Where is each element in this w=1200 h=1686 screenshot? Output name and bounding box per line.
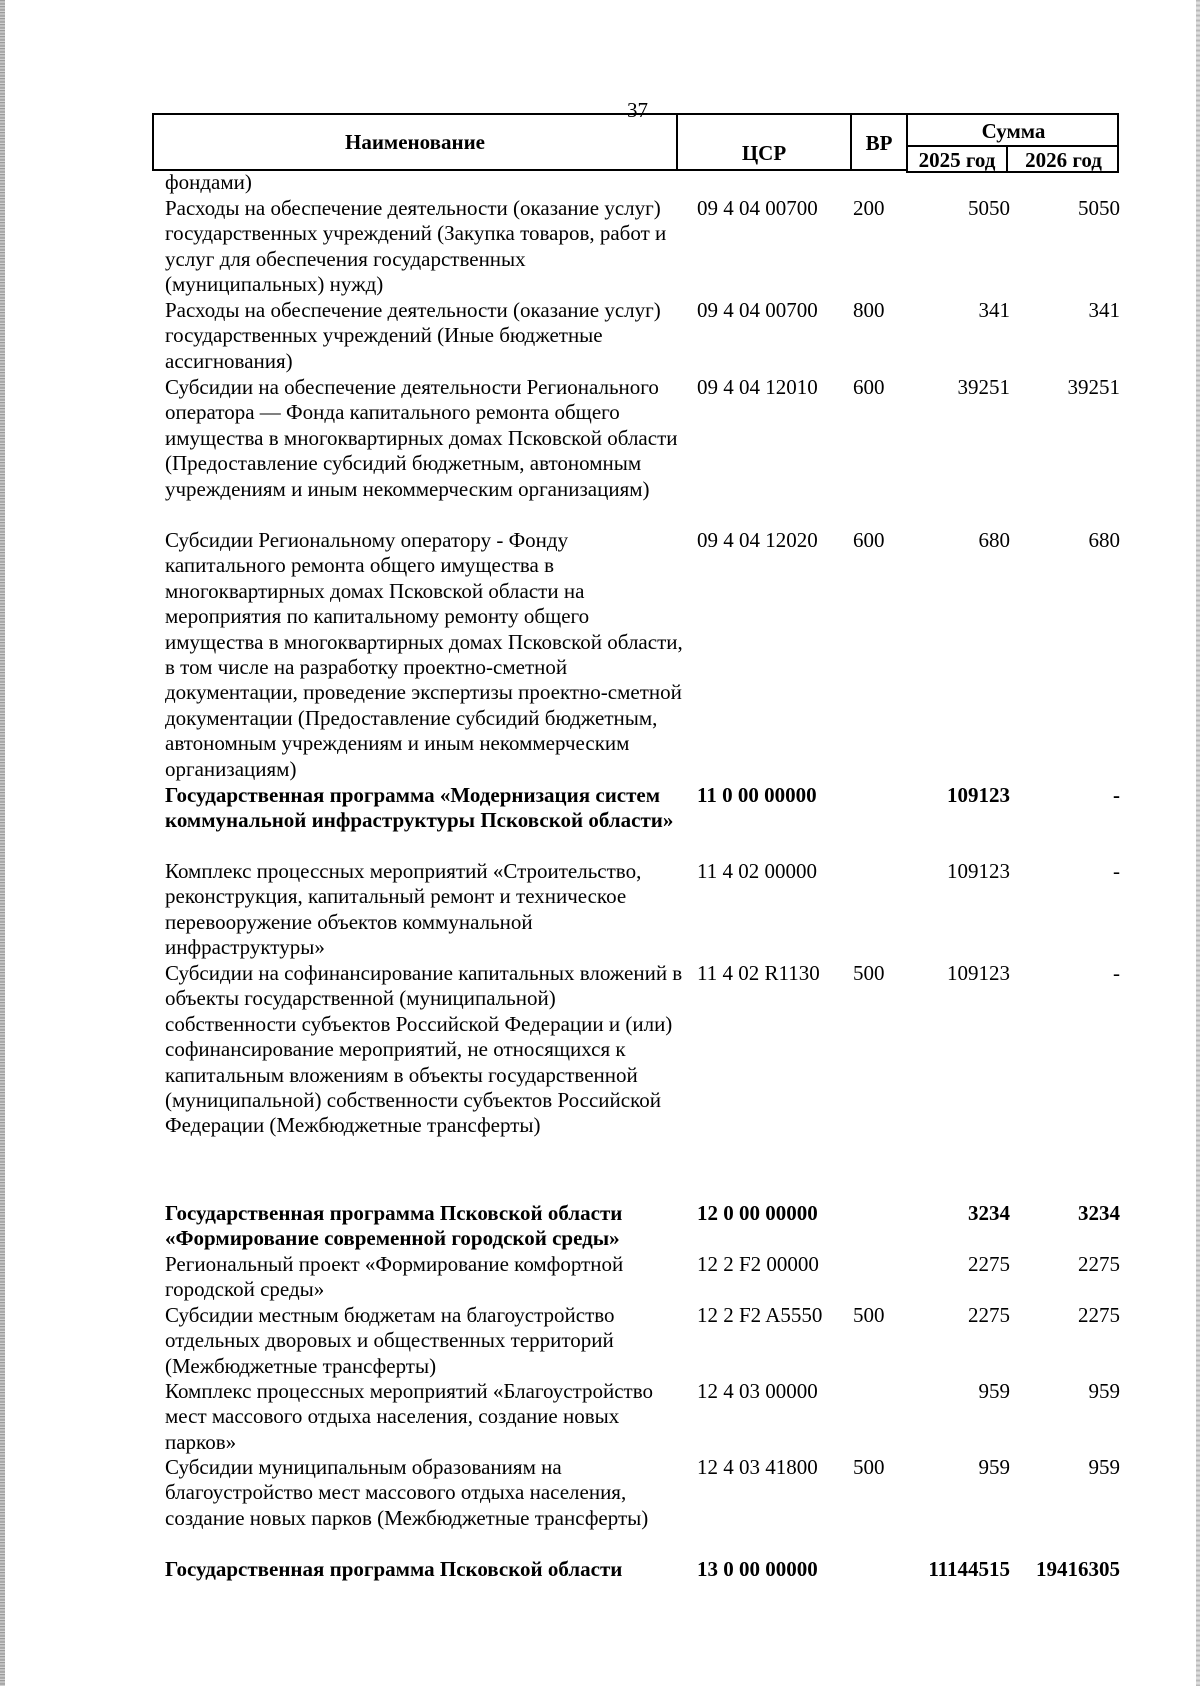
- row-name: Субсидии на обеспечение деятельности Регионального оператора — Фонда капитального ремонта общего имущества в многоквартирных домах Псковской области (Предоставление субсидий бюджетным, автономным учреждениям и иным некоммерческим организациям): [165, 375, 678, 501]
- row-csr: 09 4 04 12010: [697, 375, 818, 399]
- row-2025: 11144515: [928, 1557, 1010, 1581]
- row-2025: 2275: [968, 1252, 1010, 1276]
- row-vr: 600: [853, 375, 885, 399]
- row-name: Субсидии местным бюджетам на благоустройство отдельных дворовых и общественных территорий (Межбюджетные трансферты): [165, 1303, 615, 1378]
- row-name: Субсидии на софинансирование капитальных вложений в объекты государственной (муниципальной) собственности субъектов Российской Федерации и (или) софинансирование мероприятий, не относящихся к капитальным вложениям в объекты государственной (муниципальной) собственности субъектов Российской Федерации (Межбюджетные трансферты): [165, 961, 683, 1138]
- header-sum: Сумма: [981, 119, 1046, 143]
- row-csr: 11 4 02 R1130: [697, 961, 820, 985]
- row-csr: 11 4 02 00000: [697, 859, 817, 883]
- scan-edge-right: [1196, 0, 1200, 1686]
- row-2026: 19416305: [1036, 1557, 1120, 1581]
- row-name: Государственная программа «Модернизация систем коммунальной инфраструктуры Псковской области»: [165, 783, 674, 833]
- row-vr: 500: [853, 1455, 885, 1479]
- row-2025: 680: [978, 528, 1010, 552]
- row-csr: 09 4 04 00700: [697, 196, 818, 220]
- row-name: Комплекс процессных мероприятий «Благоустройство мест массового отдыха населения, создание новых парков»: [165, 1379, 653, 1454]
- row-name: Государственная программа Псковской области: [165, 1557, 623, 1581]
- row-2025: 341: [978, 298, 1010, 322]
- row-csr: 12 4 03 00000: [697, 1379, 818, 1403]
- header-sum-line: [906, 145, 1119, 147]
- row-csr: 11 0 00 00000: [697, 783, 817, 807]
- row-2026: -: [1113, 961, 1120, 985]
- row-vr: 200: [853, 196, 885, 220]
- row-2025: 959: [978, 1379, 1010, 1403]
- row-vr: 500: [853, 961, 885, 985]
- row-csr: 12 4 03 41800: [697, 1455, 818, 1479]
- row-2026: 5050: [1078, 196, 1120, 220]
- row-csr: 12 0 00 00000: [697, 1201, 818, 1225]
- row-2026: -: [1113, 783, 1120, 807]
- header-year-2025: 2025 год: [918, 148, 996, 172]
- row-2026: 680: [1088, 528, 1120, 552]
- row-2026: 2275: [1078, 1303, 1120, 1327]
- row-2025: 959: [978, 1455, 1010, 1479]
- row-2026: 959: [1088, 1455, 1120, 1479]
- row-2025: 109123: [947, 961, 1010, 985]
- row-2026: 341: [1088, 298, 1120, 322]
- row-name: Региональный проект «Формирование комфортной городской среды»: [165, 1252, 624, 1302]
- row-name: Расходы на обеспечение деятельности (оказание услуг) государственных учреждений (Иные бюджетные ассигнования): [165, 298, 661, 373]
- row-name: Субсидии Региональному оператору - Фонду капитального ремонта общего имущества в многоквартирных домах Псковской области на мероприятия по капитальному ремонту общего имущества в многоквартирных домах Псковской области, в том числе на разработку проектно-сметной документации, проведение экспертизы проектно-сметной документации (Предоставление субсидий бюджетным, автономным учреждениям и иным некоммерческим организациям): [165, 528, 683, 781]
- row-2025: 5050: [968, 196, 1010, 220]
- header-year-2026: 2026 год: [1025, 148, 1102, 172]
- row-2026: 39251: [1067, 375, 1120, 399]
- row-name: Расходы на обеспечение деятельности (оказание услуг) государственных учреждений (Закупка товаров, работ и услуг для обеспечения государственных (муниципальных) нужд): [165, 196, 667, 297]
- row-2026: 2275: [1078, 1252, 1120, 1276]
- row-name: Государственная программа Псковской области «Формирование современной городской среды»: [165, 1201, 623, 1251]
- header-name: Наименование: [345, 130, 485, 154]
- row-2025: 39251: [957, 375, 1010, 399]
- row-vr: 600: [853, 528, 885, 552]
- row-vr: 800: [853, 298, 885, 322]
- row-name: фондами): [165, 170, 252, 194]
- row-2026: 3234: [1078, 1201, 1120, 1225]
- row-2025: 3234: [968, 1201, 1010, 1225]
- row-2025: 109123: [947, 859, 1010, 883]
- row-csr: 12 2 F2 00000: [697, 1252, 819, 1276]
- row-name: Комплекс процессных мероприятий «Строительство, реконструкция, капитальный ремонт и техническое перевооружение объектов коммунальной инфраструктуры»: [165, 859, 642, 960]
- row-2025: 109123: [947, 783, 1010, 807]
- row-csr: 09 4 04 12020: [697, 528, 818, 552]
- row-csr: 13 0 00 00000: [697, 1557, 818, 1581]
- row-csr: 09 4 04 00700: [697, 298, 818, 322]
- header-vr: ВР: [865, 131, 893, 155]
- row-2025: 2275: [968, 1303, 1010, 1327]
- row-vr: 500: [853, 1303, 885, 1327]
- row-2026: 959: [1088, 1379, 1120, 1403]
- header-csr: ЦСР: [741, 141, 787, 165]
- page-number: 37: [627, 98, 648, 122]
- row-csr: 12 2 F2 A5550: [697, 1303, 823, 1327]
- row-name: Субсидии муниципальным образованиям на благоустройство мест массового отдыха населения, создание новых парков (Межбюджетные трансферты): [165, 1455, 649, 1530]
- scan-edge-left: [0, 0, 5, 1686]
- row-2026: -: [1113, 859, 1120, 883]
